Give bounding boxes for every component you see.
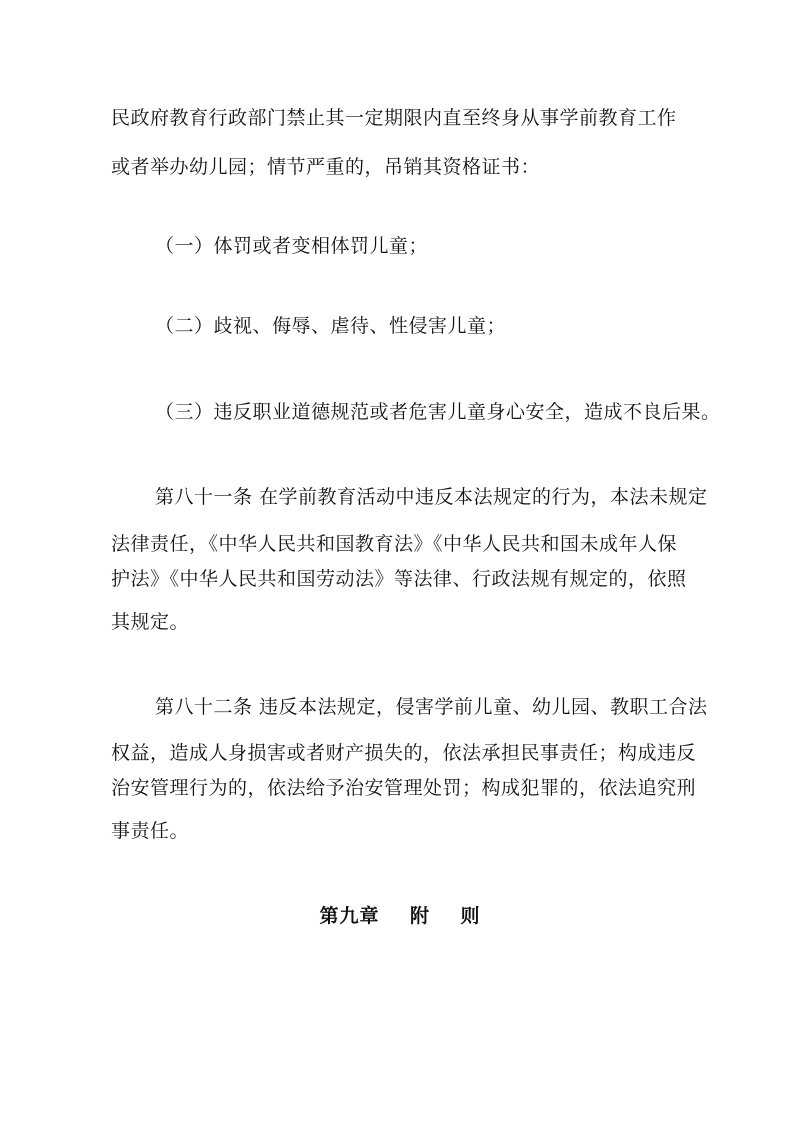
paragraph-1-line-1: 民政府教育行政部门禁止其一定期限内直至终身从事学前教育工作: [111, 107, 677, 129]
list-item-3: （三）违反职业道德规范或者危害儿童身心安全，造成不良后果。: [155, 401, 721, 423]
article-81-line-1: 第八十一条 在学前教育活动中违反本法规定的行为，本法未规定: [155, 486, 708, 508]
list-item-1: （一）体罚或者变相体罚儿童；: [155, 235, 429, 257]
article-81-line-3: 护法》《中华人民共和国劳动法》等法律、行政法规有规定的，依照: [111, 568, 687, 590]
article-82-line-3: 治安管理行为的，依法给予治安管理处罚；构成犯罪的，依法追究刑: [111, 777, 697, 799]
chapter-heading: 第九章 附 则: [319, 905, 481, 927]
article-81-line-2: 法律责任，《中华人民共和国教育法》《中华人民共和国未成年人保: [111, 533, 678, 555]
article-81-line-4: 其规定。: [111, 611, 190, 633]
paragraph-1-line-2: 或者举办幼儿园；情节严重的，吊销其资格证书：: [111, 156, 541, 178]
article-82-line-2: 权益，造成人身损害或者财产损失的，依法承担民事责任；构成违反: [111, 742, 697, 764]
article-82-line-1: 第八十二条 违反本法规定，侵害学前儿童、幼儿园、教职工合法: [155, 696, 708, 718]
article-82-line-4: 事责任。: [111, 820, 190, 842]
list-item-2: （二）歧视、侮辱、虐待、性侵害儿童；: [155, 315, 507, 337]
